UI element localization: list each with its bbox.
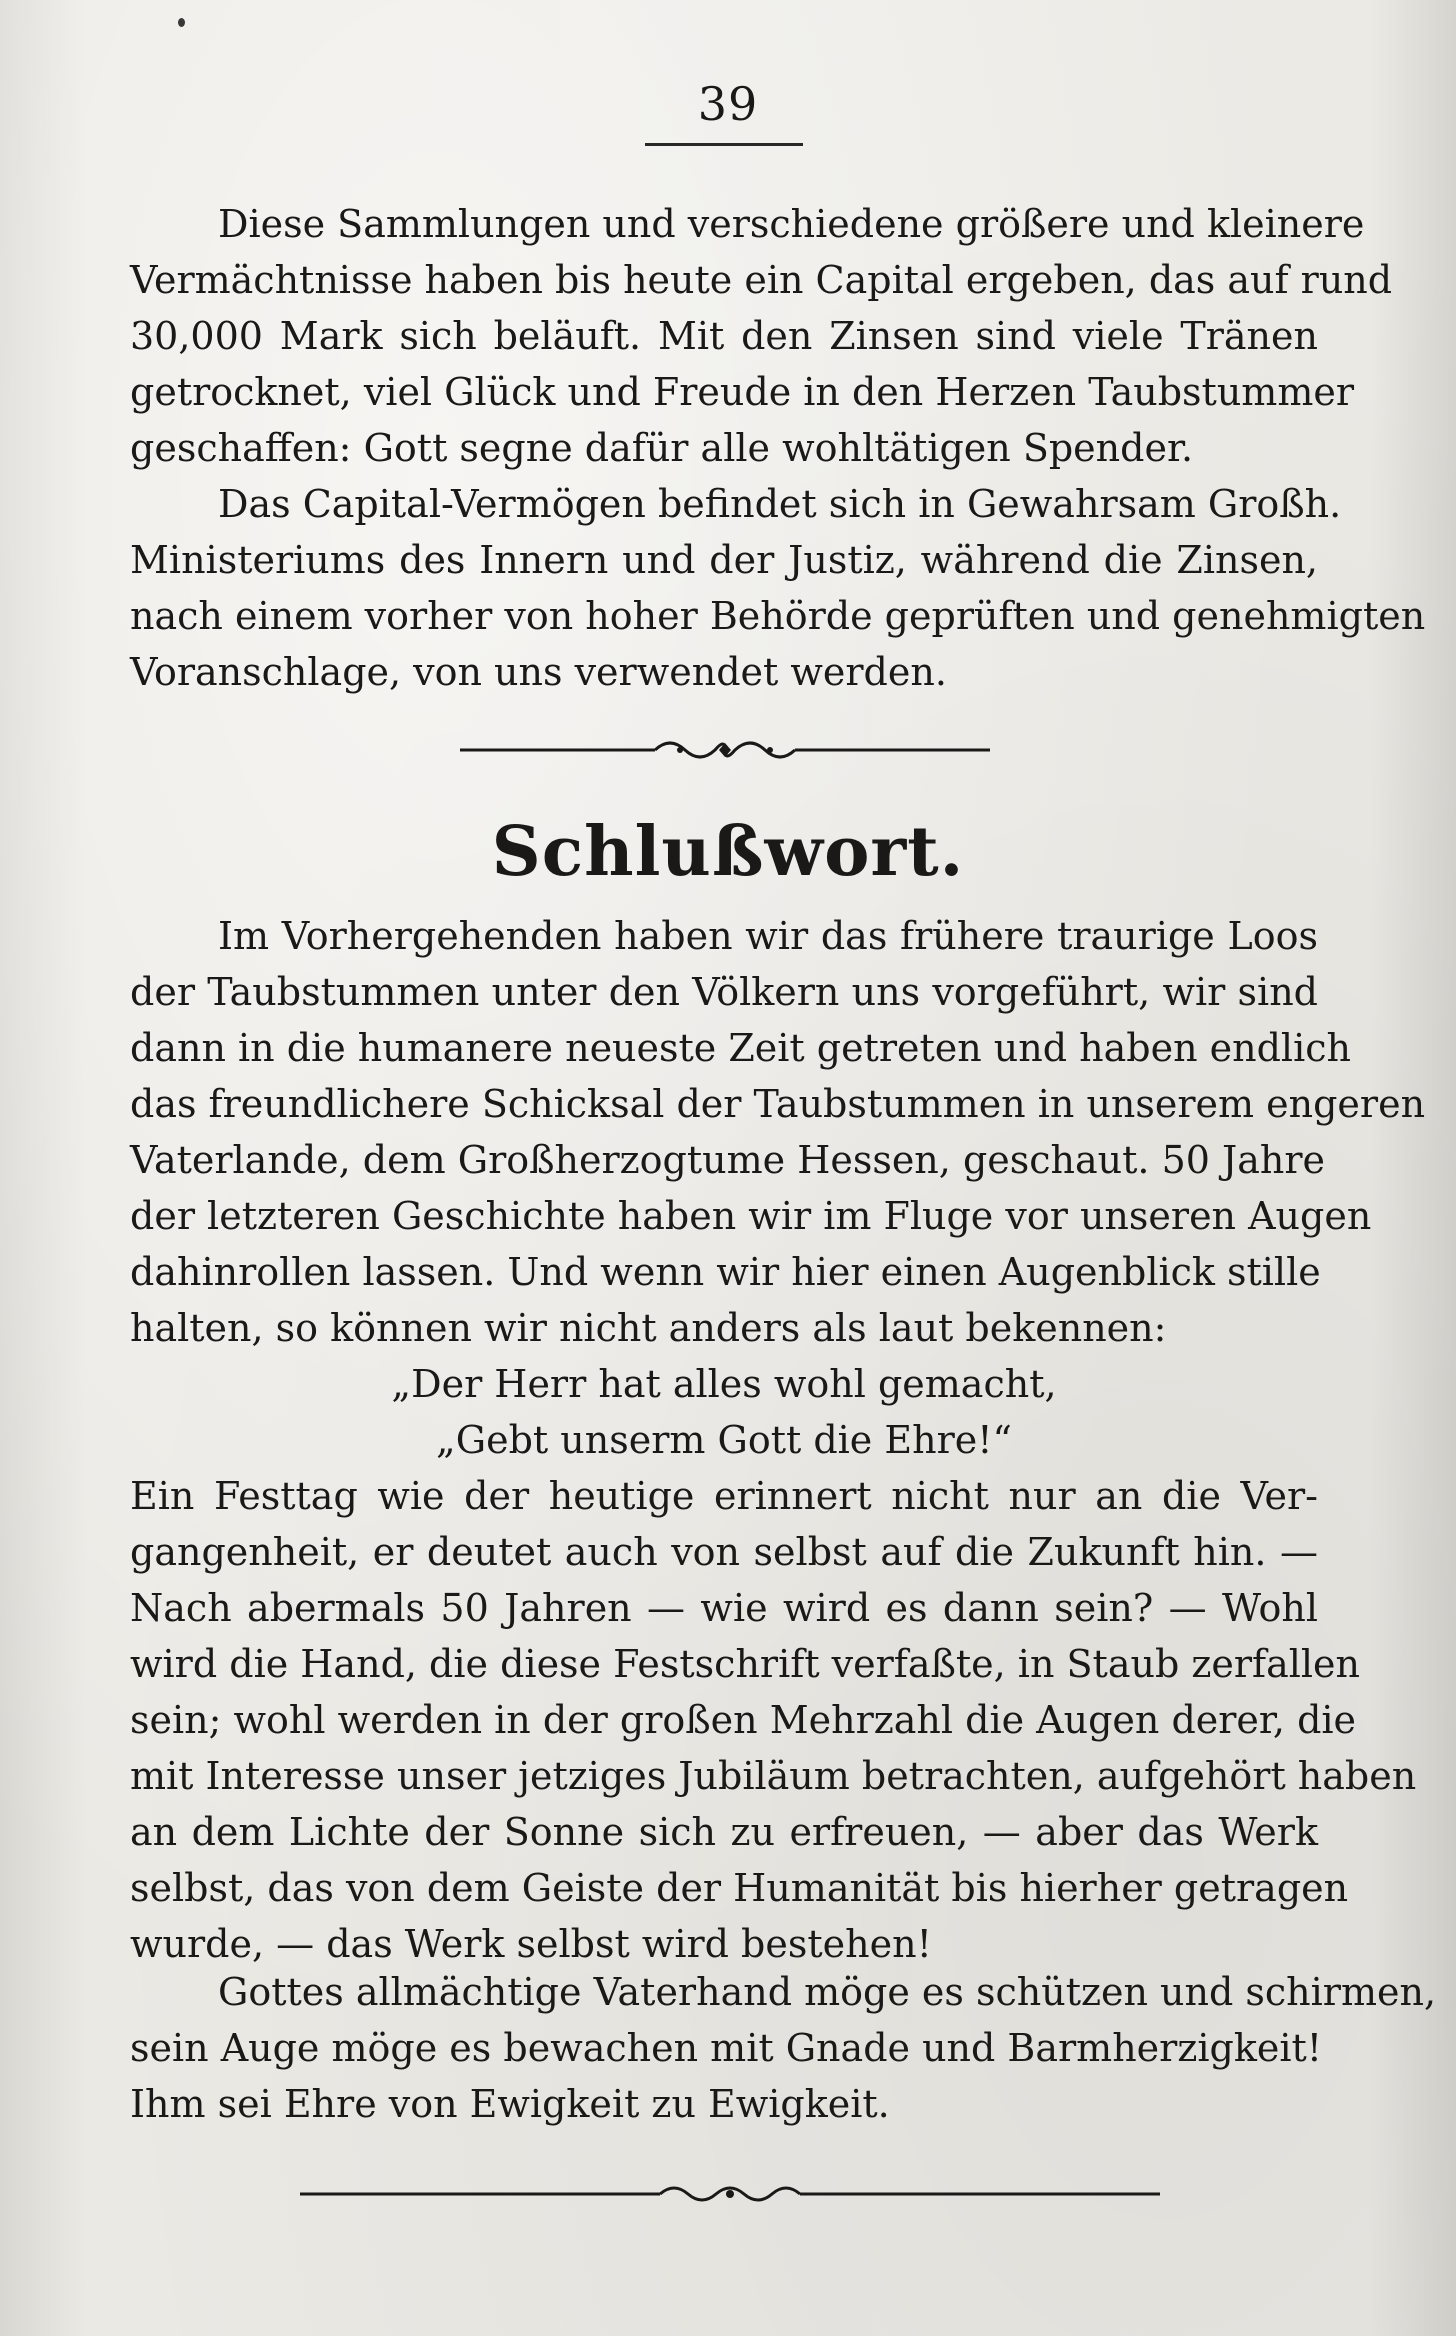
header-rule bbox=[645, 143, 803, 146]
scroll-divider-ornament bbox=[460, 735, 990, 765]
text-line: gangenheit, er deutet auch von selbst auf die Zukunft hin. — bbox=[130, 1530, 1318, 1574]
ink-speck bbox=[178, 18, 185, 27]
text-line: sein Auge möge es bewachen mit Gnade und Barmherzigkeit! bbox=[130, 2026, 1323, 2070]
text-line: der letzteren Geschichte haben wir im Fluge vor unseren Augen bbox=[130, 1194, 1372, 1238]
paragraph-capital bbox=[130, 476, 1426, 700]
tail-divider-ornament bbox=[300, 2180, 1160, 2208]
text-line: Voranschlage, von uns verwendet werden. bbox=[130, 650, 947, 694]
text-line: Vaterlande, dem Großherzogtume Hessen, geschaut. 50 Jahre bbox=[130, 1138, 1326, 1182]
text-line: halten, so können wir nicht anders als laut bekennen: bbox=[130, 1306, 1167, 1350]
text-line: Ministeriums des Innern und der Justiz, während die Zinsen, bbox=[130, 538, 1318, 582]
text-line: nach einem vorher von hoher Behörde geprüften und genehmigten bbox=[130, 594, 1426, 638]
text-line: an dem Lichte der Sonne sich zu erfreuen, — aber das Werk bbox=[130, 1810, 1318, 1854]
quote-line: „Gebt unserm Gott die Ehre!“ bbox=[436, 1418, 1012, 1462]
text-line: Im Vorhergehenden haben wir das frühere traurige Loos bbox=[218, 914, 1318, 958]
text-line: geschaffen: Gott segne dafür alle wohltätigen Spender. bbox=[130, 426, 1194, 470]
text-line: wurde, — das Werk selbst wird bestehen! bbox=[130, 1922, 932, 1966]
quote-line: „Der Herr hat alles wohl gemacht, bbox=[391, 1362, 1057, 1406]
text-line: der Taubstummen unter den Völkern uns vorgeführt, wir sind bbox=[130, 970, 1318, 1014]
text-line: Das Capital-Vermögen befindet sich in Gewahrsam Großh. bbox=[218, 482, 1342, 526]
section-title: Schlußwort. bbox=[491, 812, 965, 892]
text-line: 30,000 Mark sich beläuft. Mit den Zinsen sind viele Tränen bbox=[130, 314, 1318, 358]
text-line: Diese Sammlungen und verschiedene größere und kleinere bbox=[218, 202, 1365, 246]
text-line: mit Interesse unser jetziges Jubiläum betrachten, aufgehört haben bbox=[130, 1754, 1417, 1798]
text-line: Ein Festtag wie der heutige erinnert nicht nur an die Ver- bbox=[130, 1474, 1318, 1518]
text-line: dahinrollen lassen. Und wenn wir hier einen Augenblick stille bbox=[130, 1250, 1321, 1294]
text-line: wird die Hand, die diese Festschrift verfaßte, in Staub zerfallen bbox=[130, 1642, 1361, 1686]
text-line: Vermächtnisse haben bis heute ein Capital ergeben, das auf rund bbox=[130, 258, 1393, 302]
paragraph-collections bbox=[130, 196, 1393, 476]
text-line: Ihm sei Ehre von Ewigkeit zu Ewigkeit. bbox=[130, 2082, 890, 2126]
text-line: selbst, das von dem Geiste der Humanität bis hierher getragen bbox=[130, 1866, 1349, 1910]
paragraph-blessing bbox=[130, 1964, 1437, 2132]
text-line: das freundlichere Schicksal der Taubstummen in unserem engeren bbox=[130, 1082, 1426, 1126]
text-line: sein; wohl werden in der großen Mehrzahl die Augen derer, die bbox=[130, 1698, 1357, 1742]
paragraph-closing-word bbox=[130, 908, 1426, 1972]
text-line: getrocknet, viel Glück und Freude in den Herzen Taubstummer bbox=[130, 370, 1355, 414]
text-line: Gottes allmächtige Vaterhand möge es schützen und schirmen, bbox=[218, 1970, 1437, 2014]
text-line: dann in die humanere neueste Zeit getreten und haben endlich bbox=[130, 1026, 1351, 1070]
text-line: Nach abermals 50 Jahren — wie wird es dann sein? — Wohl bbox=[130, 1586, 1318, 1630]
page-number: 39 bbox=[697, 77, 759, 131]
